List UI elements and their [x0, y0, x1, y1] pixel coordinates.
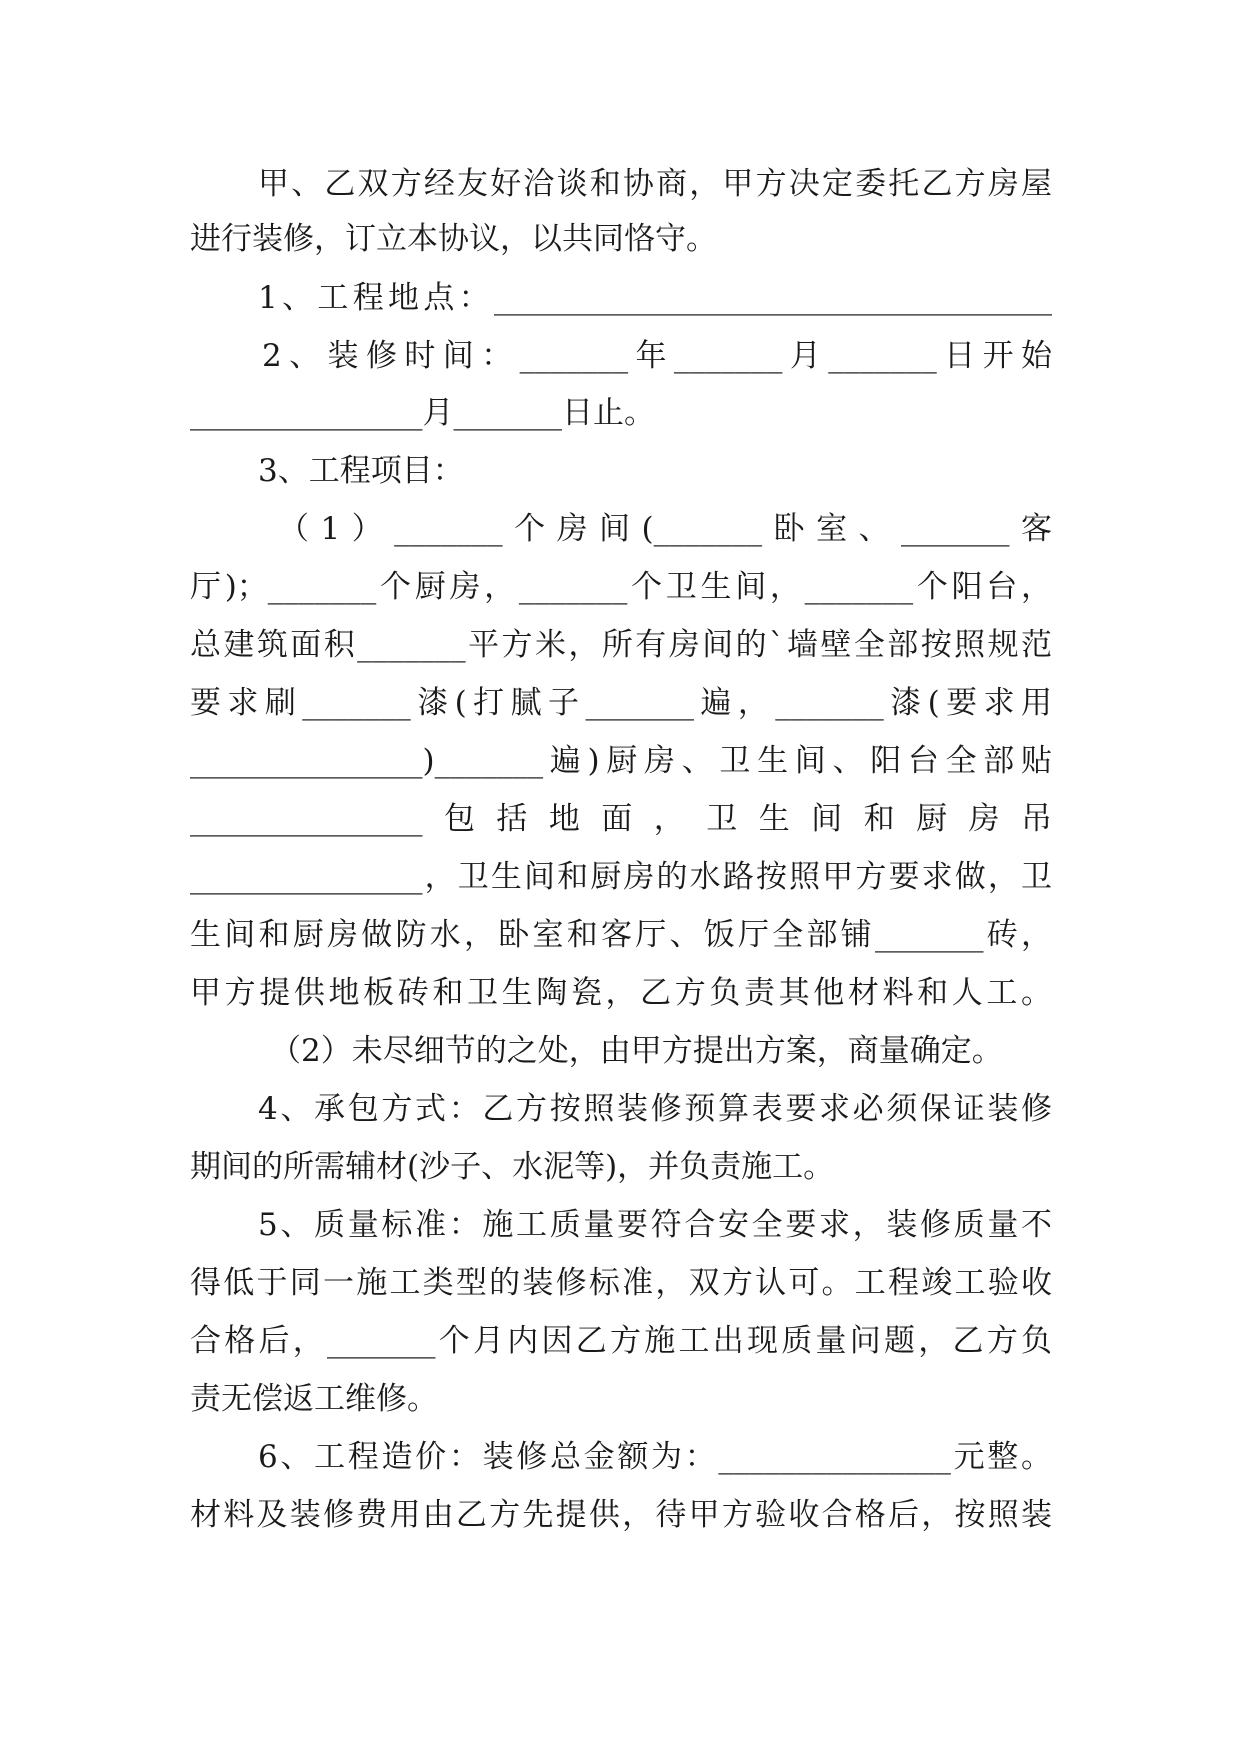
paragraph-line: 5、质量标准：施工质量要符合安全要求，装修质量不: [258, 1207, 1052, 1243]
paragraph-line: 6、工程造价：装修总金额为：_______________元整。: [258, 1439, 1052, 1475]
paragraph-line: 要求刷_______漆(打腻子_______遍，_______漆(要求用: [190, 685, 1052, 721]
paragraph-line: （2）未尽细节的之处，由甲方提出方案，商量确定。: [270, 1033, 1003, 1069]
paragraph-line: 期间的所需辅材(沙子、水泥等)，并负责施工。: [190, 1149, 835, 1185]
paragraph-line: _______________，卫生间和厨房的水路按照甲方要求做，卫: [190, 859, 1052, 895]
paragraph-line: 1、工程地点：____________________________________: [258, 280, 1052, 316]
paragraph-line: 2、装修时间：_______年_______月_______日开始: [262, 338, 1052, 374]
paragraph-line: 4、承包方式：乙方按照装修预算表要求必须保证装修: [258, 1091, 1052, 1127]
paragraph-line: _______________包括地面，卫生间和厨房吊: [190, 801, 1052, 837]
paragraph-line: _______________)_______遍)厨房、卫生间、阳台全部贴: [190, 743, 1052, 779]
paragraph-line: 生间和厨房做防水，卧室和客厅、饭厅全部铺_______砖，: [190, 917, 1052, 953]
paragraph-line: 甲、乙双方经友好洽谈和协商，甲方决定委托乙方房屋: [258, 166, 1052, 202]
paragraph-line: 责无偿返工维修。: [190, 1381, 438, 1417]
paragraph-line: 进行装修，订立本协议，以共同恪守。: [190, 221, 717, 257]
paragraph-line: 厅)；_______个厨房，_______个卫生间，_______个阳台，: [190, 569, 1052, 605]
paragraph-line: 甲方提供地板砖和卫生陶瓷，乙方负责其他材料和人工。: [190, 975, 1052, 1011]
paragraph-line: 材料及装修费用由乙方先提供，待甲方验收合格后，按照装: [190, 1497, 1052, 1533]
paragraph-line: 3、工程项目：: [258, 453, 464, 489]
paragraph-line: _______________月_______日止。: [190, 395, 655, 431]
paragraph-line: 得低于同一施工类型的装修标准，双方认可。工程竣工验收: [190, 1265, 1052, 1301]
paragraph-line: 总建筑面积_______平方米，所有房间的`墙壁全部按照规范: [190, 627, 1052, 663]
paragraph-line: 合格后，_______个月内因乙方施工出现质量问题，乙方负: [190, 1323, 1052, 1359]
paragraph-line: （1）_______个房间(_______卧室、_______客: [278, 511, 1052, 547]
